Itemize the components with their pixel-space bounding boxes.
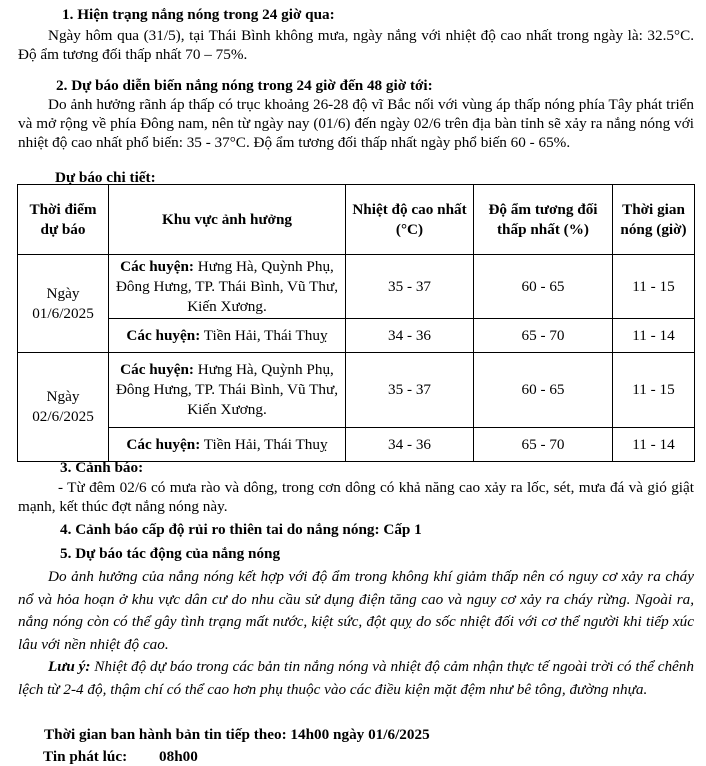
area-prefix: Các huyện:	[120, 361, 194, 378]
area-cell	[109, 353, 346, 428]
date-cell: Ngày 02/6/2025	[18, 353, 109, 462]
col-header-max-temp: Nhiệt độ cao nhất (°C)	[346, 185, 474, 255]
area-prefix: Các huyện:	[126, 326, 201, 344]
col-header-time: Thời điểm dự báo	[18, 185, 109, 255]
section-2-text: Do ảnh hưởng rãnh áp thấp có trục khoảng 26-28 độ vĩ Bắc nối với vùng áp thấp nóng phía Tây phát triển và mở rộng về phía Đông nam, nên từ ngày nay (01/6) đến ngày 02/6 trên địa bàn tỉnh sẽ xảy ra nắng nóng với nhiệt độ cao nhất phổ biến: 35 - 37°C. Độ ẩm tương đối thấp nhất ngày phổ biến 60 - 65%.	[18, 96, 694, 151]
note-label: Lưu ý:	[48, 658, 91, 675]
section-2-heading: 2. Dự báo diễn biến nắng nóng trong 24 giờ đến 48 giờ tới:	[56, 77, 433, 94]
issued-label: Tin phát lúc:	[43, 748, 128, 765]
date-cell: Ngày 01/6/2025	[18, 255, 109, 353]
table-row	[18, 353, 695, 428]
humidity-cell: 60 - 65	[474, 353, 613, 428]
section-3-text: - Từ đêm 02/6 có mưa rào và dông, trong cơn dông có khả năng cao xảy ra lốc, sét, mưa đá và gió giật mạnh, kết thúc đợt nắng nóng này.	[18, 479, 694, 515]
section-5-heading: 5. Dự báo tác động của nắng nóng	[60, 545, 281, 562]
area-names: Hưng Hà, Quỳnh Phụ, Đông Hưng, TP. Thái Bình, Vũ Thư, Kiến Xương.	[115, 257, 339, 315]
next-issue-time: Thời gian ban hành bản tin tiếp theo: 14h00 ngày 01/6/2025	[44, 726, 430, 743]
section-5-text: Do ảnh hưởng của nắng nóng kết hợp với độ ẩm trong không khí giảm thấp nên có nguy cơ xảy ra cháy nổ và hỏa hoạn ở khu vực dân cư do nhu cầu sử dụng điện tăng cao và nguy cơ xảy ra cháy rừng. Ngoài ra, nắng nóng còn có thể gây tình trạng mất nước, kiệt sức, đột quỵ do sốc nhiệt đối với cơ thể người khi tiếp xúc lâu với nền nhiệt độ cao.	[18, 568, 694, 653]
duration-cell: 11 - 14	[613, 428, 695, 462]
section-1-text: Ngày hôm qua (31/5), tại Thái Bình không mưa, ngày nắng với nhiệt độ cao nhất trong ngày là: 32.5°C. Độ ẩm tương đối thấp nhất 70 – 75%.	[18, 27, 694, 63]
col-header-min-humidity: Độ ẩm tương đối thấp nhất (%)	[474, 185, 613, 255]
col-header-area: Khu vực ảnh hưởng	[109, 185, 346, 255]
max-temp-cell: 34 - 36	[346, 319, 474, 353]
humidity-cell: 65 - 70	[474, 319, 613, 353]
note-paragraph	[18, 656, 694, 701]
table-header-row	[18, 185, 695, 255]
area-cell	[109, 255, 346, 319]
max-temp-cell: 34 - 36	[346, 428, 474, 462]
humidity-cell: 60 - 65	[474, 255, 613, 319]
col-header-hot-duration: Thời gian nóng (giờ)	[613, 185, 695, 255]
area-prefix: Các huyện:	[126, 435, 201, 453]
table-row	[18, 319, 695, 353]
area-names: Hưng Hà, Quỳnh Phụ, Đông Hưng, TP. Thái Bình, Vũ Thư, Kiến Xương.	[115, 361, 339, 418]
table-row	[18, 255, 695, 319]
area-cell	[109, 428, 346, 462]
area-names: Tiền Hải, Thái Thuỵ	[203, 435, 328, 453]
table-row	[18, 428, 695, 462]
note-text: Nhiệt độ dự báo trong các bản tin nắng nóng và nhiệt độ cảm nhận thực tế ngoài trời có thể chênh lệch từ 2-4 độ, thậm chí có thể cao hơn phụ thuộc vào các điều kiện mặt đệm như bê tông, đường nhựa.	[18, 658, 694, 698]
duration-cell: 11 - 15	[613, 353, 695, 428]
detail-forecast-label: Dự báo chi tiết:	[55, 169, 156, 186]
humidity-cell: 65 - 70	[474, 428, 613, 462]
section-4-heading: 4. Cảnh báo cấp độ rủi ro thiên tai do nắng nóng: Cấp 1	[60, 521, 422, 538]
max-temp-cell: 35 - 37	[346, 255, 474, 319]
section-3-heading: 3. Cảnh báo:	[60, 459, 144, 476]
section-1-heading: 1. Hiện trạng nắng nóng trong 24 giờ qua:	[62, 6, 335, 23]
issued-time: 08h00	[159, 748, 198, 765]
area-names: Tiền Hải, Thái Thuỵ	[203, 326, 328, 344]
forecast-table	[17, 184, 695, 462]
duration-cell: 11 - 14	[613, 319, 695, 353]
max-temp-cell: 35 - 37	[346, 353, 474, 428]
area-cell	[109, 319, 346, 353]
area-prefix: Các huyện:	[120, 257, 194, 275]
duration-cell: 11 - 15	[613, 255, 695, 319]
